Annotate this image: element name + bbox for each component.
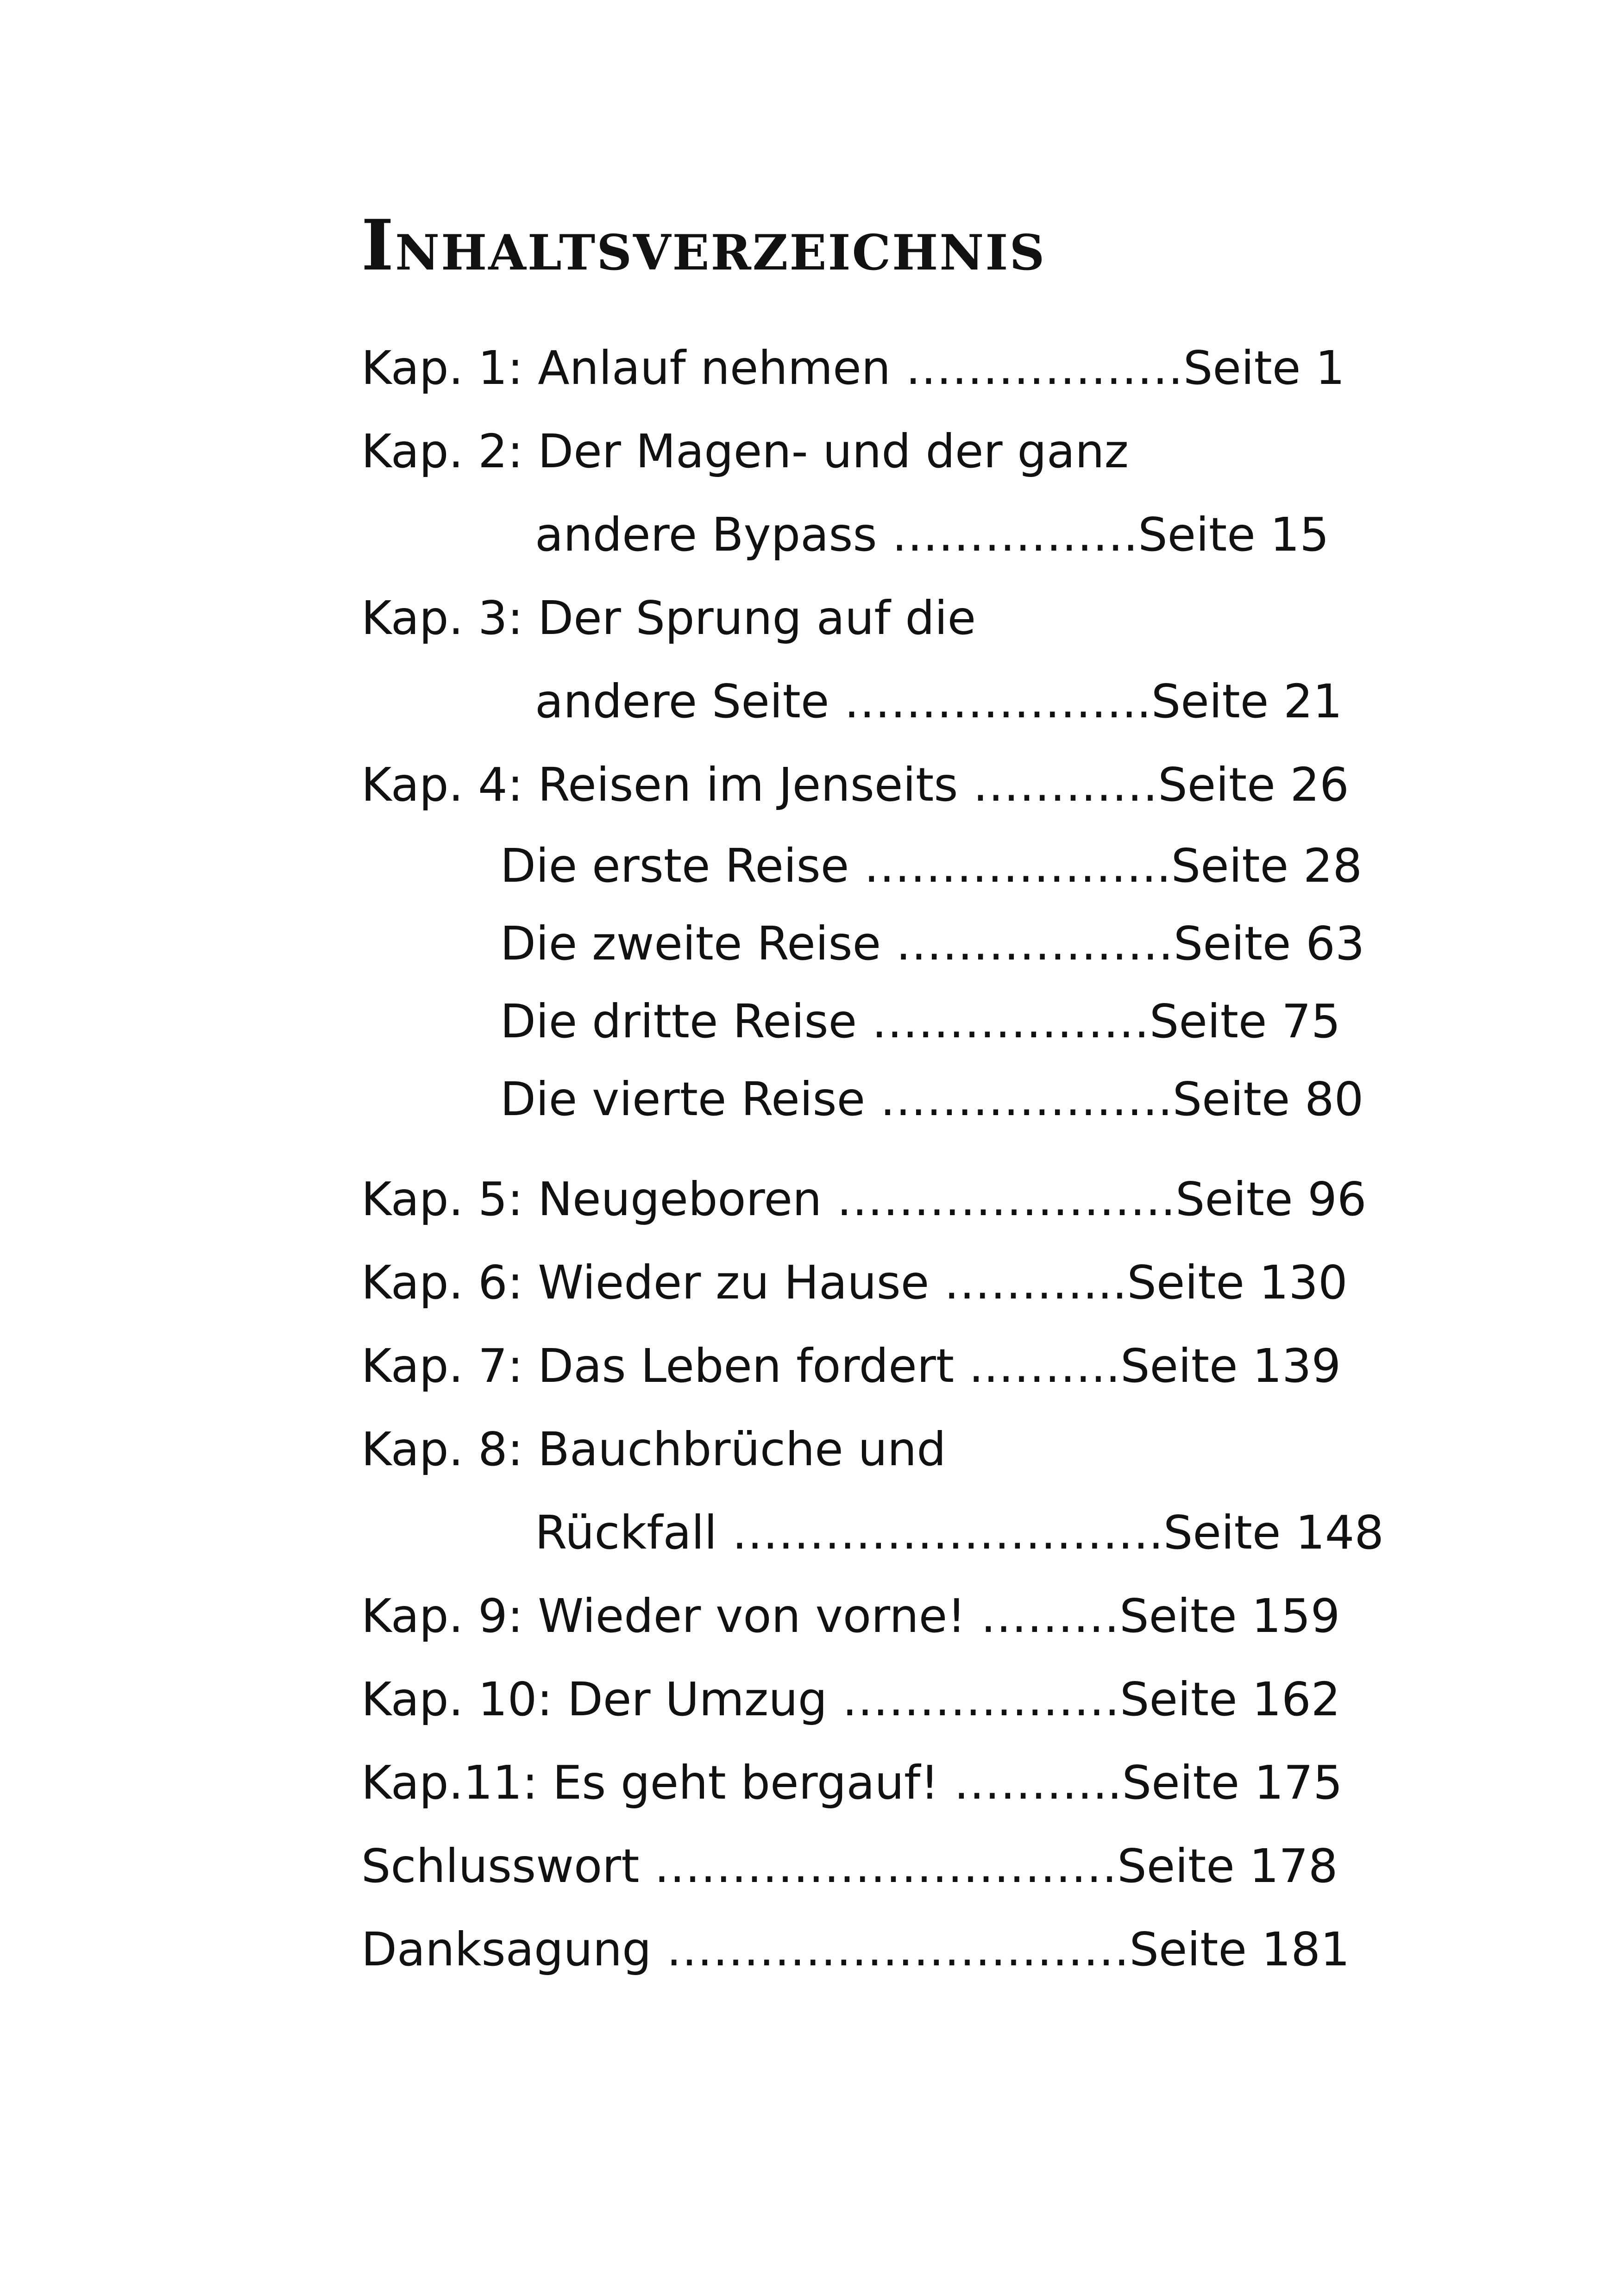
toc-entry-kap-3: Kap. 3: Der Sprung auf die <box>361 591 976 645</box>
toc-subentry-erste-reise: Die erste Reise ………………..Seite 28 <box>500 839 1363 893</box>
toc-entry-kap-10: Kap. 10: Der Umzug ………………Seite 162 <box>361 1672 1341 1726</box>
toc-entry-kap-11: Kap.11: Es geht bergauf! ………..Seite 175 <box>361 1756 1343 1810</box>
toc-entry-kap-1: Kap. 1: Anlauf nehmen ………………Seite 1 <box>361 341 1345 395</box>
toc-entry-kap-9: Kap. 9: Wieder von vorne! ………Seite 159 <box>361 1589 1340 1643</box>
toc-entry-danksagung: Danksagung …………………………Seite 181 <box>361 1922 1350 1976</box>
toc-entry-schlusswort: Schlusswort …………………………Seite 178 <box>361 1839 1338 1893</box>
toc-subentry-vierte-reise: Die vierte Reise ……………….Seite 80 <box>500 1072 1364 1126</box>
toc-entry-kap-4: Kap. 4: Reisen im Jenseits …………Seite 26 <box>361 758 1349 812</box>
toc-entry-kap-2: Kap. 2: Der Magen- und der ganz <box>361 424 1129 478</box>
toc-entry-kap-3-continued: andere Seite ………………..Seite 21 <box>535 674 1343 728</box>
toc-subentry-dritte-reise: Die dritte Reise ………………Seite 75 <box>500 994 1341 1048</box>
toc-entry-kap-2-continued: andere Bypass …………….Seite 15 <box>535 508 1329 562</box>
toc-entry-kap-5: Kap. 5: Neugeboren ………………….Seite 96 <box>361 1172 1367 1226</box>
toc-entry-kap-6: Kap. 6: Wieder zu Hause ………...Seite 130 <box>361 1255 1348 1310</box>
toc-entry-kap-8: Kap. 8: Bauchbrüche und <box>361 1422 946 1476</box>
toc-title: Inhaltsverzeichnis <box>361 205 1046 286</box>
toc-subentry-zweite-reise: Die zweite Reise ………………Seite 63 <box>500 916 1365 971</box>
toc-entry-kap-7: Kap. 7: Das Leben fordert ..……..Seite 139 <box>361 1339 1341 1393</box>
toc-entry-kap-8-continued: Rückfall ……………………….Seite 148 <box>535 1506 1384 1560</box>
